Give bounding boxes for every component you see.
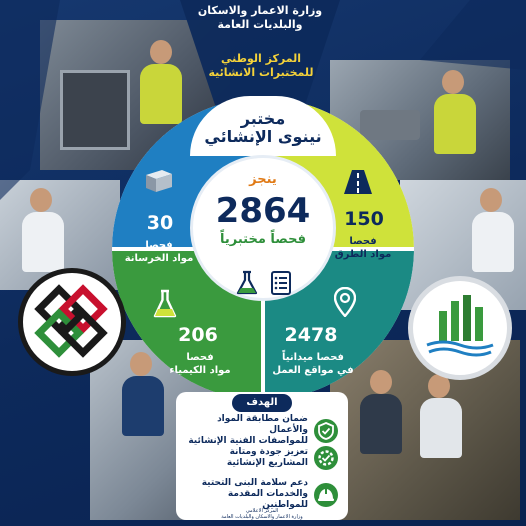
goal-item <box>186 478 338 511</box>
center-name-line2: للمختبرات الانشائية <box>208 66 314 79</box>
ministry-header <box>190 4 330 32</box>
goal-text <box>186 478 308 511</box>
achieves-label: ينجز <box>249 172 277 187</box>
roads-tests-unit: فحصا <box>349 236 377 247</box>
quality-gear-icon <box>314 446 338 470</box>
chemistry-flask-icon <box>150 288 180 320</box>
total-tests-label: فحصاً مختبرياً <box>220 232 306 247</box>
field-tests-value: 2478 <box>284 324 338 346</box>
lab-title-line1: مختبر <box>240 109 286 128</box>
chemistry-tests-label: مواد الكيمياء <box>169 365 231 376</box>
center-name-line1: المركز الوطني <box>221 52 301 65</box>
concrete-block-icon <box>142 166 176 196</box>
roads-tests-value: 150 <box>344 208 384 230</box>
lab-title <box>190 110 336 146</box>
concrete-tests-value: 30 <box>146 212 174 234</box>
goal-text-line1: دعم سلامة البنى التحتية <box>201 478 308 488</box>
checklist-icon <box>266 268 296 298</box>
goal-text <box>186 447 308 469</box>
goal-text-line2: والخدمات المقدمة للمواطنين <box>227 489 308 510</box>
goal-item <box>186 446 338 470</box>
goal-item <box>186 414 338 447</box>
location-pin-icon <box>332 286 358 318</box>
chemistry-tests-value: 206 <box>178 324 218 346</box>
field-tests-label: في مواقع العمل <box>272 365 354 376</box>
road-icon <box>342 168 374 196</box>
goal-text <box>186 414 308 447</box>
national-center-name <box>202 52 320 80</box>
shield-check-icon <box>314 419 338 443</box>
concrete-tests-label: مواد الخرسانة <box>124 253 194 264</box>
ministry-name-line2: والبلديات العامة <box>217 18 303 31</box>
footer-credit <box>192 508 332 520</box>
goal-text-line1: تعزيز جودة ومتانة <box>229 447 308 457</box>
helmet-icon <box>314 483 338 507</box>
goal-text-line2: للمواصفات الفنية الإنشائية <box>188 436 308 446</box>
roads-tests-label: مواد الطرق <box>334 249 392 260</box>
field-tests-unit: فحصا ميدانياً <box>282 352 344 363</box>
reconstruction-emblem-logo <box>18 268 126 376</box>
ministry-name-line1: وزارة الاعمار والاسكان <box>197 4 323 17</box>
goal-text-line2: المشاريع الإنشائية <box>226 458 308 468</box>
flask-icon <box>232 268 262 298</box>
ministry-logo <box>408 276 512 380</box>
total-tests-value: 2864 <box>215 191 311 231</box>
goals-title: الهدف <box>232 394 292 412</box>
footer-line2: وزارة الاعمار والاسكان والبلديات العامة <box>221 514 303 520</box>
concrete-tests-unit: فحصا <box>145 240 173 251</box>
goal-text-line1: ضمان مطابقة المواد والأعمال <box>217 414 308 435</box>
chemistry-tests-unit: فحصا <box>186 352 214 363</box>
lab-title-line2: نينوى الإنشائي <box>204 127 322 146</box>
footer-line1: المركز الاعلامي <box>245 508 279 514</box>
